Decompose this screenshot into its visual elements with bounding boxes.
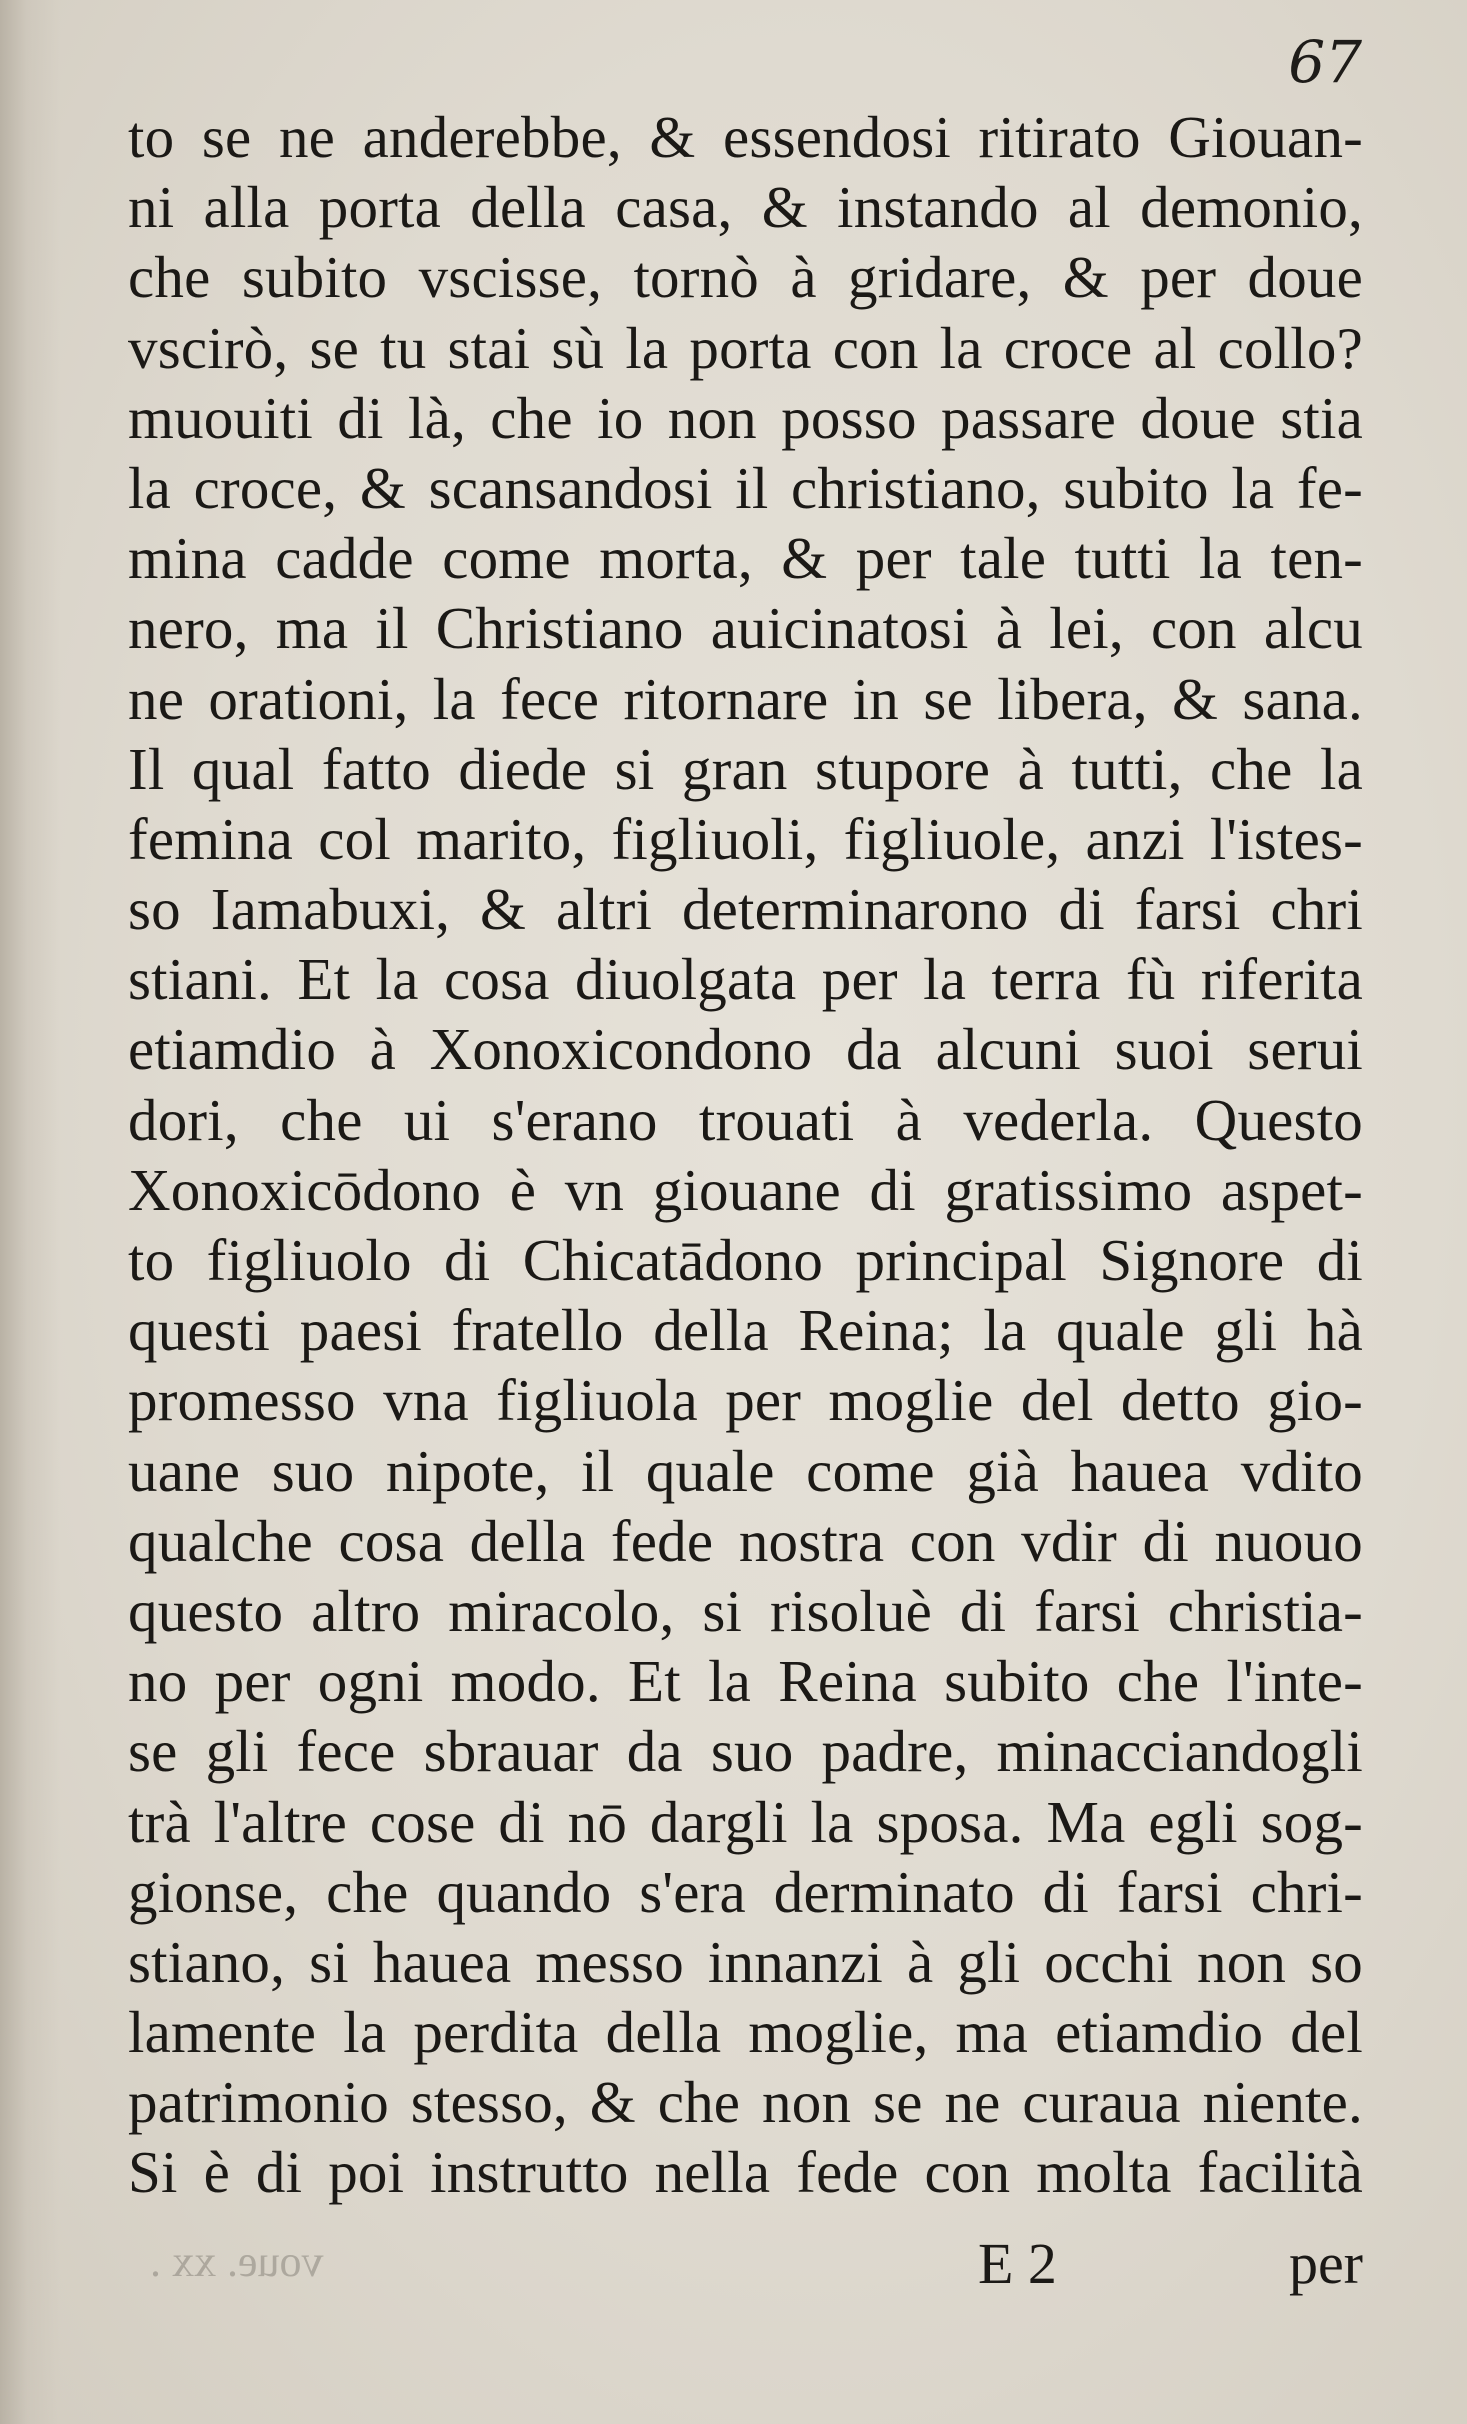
text-line: no per ogni modo. Et la Reina subito che l'inte- (128, 1648, 1363, 1715)
text-line: promesso vna figliuola per moglie del detto gio- (128, 1367, 1363, 1434)
gutter-shadow (0, 0, 60, 2424)
text-line: etiamdio à Xonoxicondono da alcuni suoi serui (128, 1016, 1363, 1083)
text-line: Xonoxicōdono è vn giouane di gratissimo aspet- (128, 1156, 1363, 1223)
text-line: femina col marito, figliuoli, figliuole, anzi l'istes- (128, 805, 1363, 872)
text-line: dori, che ui s'erano trouati à vederla. Questo (128, 1086, 1363, 1153)
bleed-through-text: voue. xx . (150, 2237, 324, 2286)
text-line: gionse, che quando s'era derminato di farsi chri- (128, 1858, 1363, 1925)
text-line: muouiti di là, che io non posso passare doue stia (128, 384, 1363, 451)
text-line: so Iamabuxi, & altri determinarono di farsi chri (128, 876, 1363, 943)
text-line: lamente la perdita della moglie, ma etiamdio del (128, 1999, 1363, 2066)
text-line: Il qual fatto diede si gran stupore à tutti, che la (128, 735, 1363, 802)
text-line: patrimonio stesso, & che non se ne curaua niente. (128, 2069, 1363, 2136)
page-footer (128, 2230, 1363, 2300)
catchword: per (1288, 2231, 1363, 2296)
text-line: la croce, & scansandosi il christiano, subito la fe- (128, 454, 1363, 521)
text-line: nero, ma il Christiano auicinatosi à lei, con alcu (128, 595, 1363, 662)
body-text (128, 102, 1363, 2208)
text-line: stiani. Et la cosa diuolgata per la terra fù riferita (128, 946, 1363, 1013)
signature-mark: E 2 (978, 2231, 1057, 2296)
text-line: Si è di poi instrutto nella fede con molta facilità (128, 2139, 1363, 2206)
text-line: stiano, si hauea messo innanzi à gli occhi non so (128, 1928, 1363, 1995)
text-line: qualche cosa della fede nostra con vdir di nuouo (128, 1507, 1363, 1574)
page-number: 67 (1288, 28, 1362, 96)
text-line: che subito vscisse, tornò à gridare, & per doue (128, 244, 1363, 311)
text-line: questi paesi fratello della Reina; la quale gli hà (128, 1297, 1363, 1364)
text-line: mina cadde come morta, & per tale tutti la ten- (128, 525, 1363, 592)
text-line: to figliuolo di Chicatādono principal Signore di (128, 1227, 1363, 1293)
text-line: ne orationi, la fece ritornare in se libera, & sana. (128, 665, 1363, 732)
text-line: uane suo nipote, il quale come già hauea vdito (128, 1437, 1363, 1504)
text-line: vscirò, se tu stai sù la porta con la croce al collo? (128, 314, 1363, 381)
text-line: questo altro miracolo, si risoluè di farsi christia- (128, 1577, 1363, 1644)
text-line: ni alla porta della casa, & instando al demonio, (128, 174, 1363, 241)
text-line: to se ne anderebbe, & essendosi ritirato Giouan- (128, 104, 1363, 170)
text-line: trà l'altre cose di nō dargli la sposa. Ma egli sog- (128, 1788, 1363, 1855)
text-line: se gli fece sbrauar da suo padre, minacciandogli (128, 1718, 1363, 1785)
